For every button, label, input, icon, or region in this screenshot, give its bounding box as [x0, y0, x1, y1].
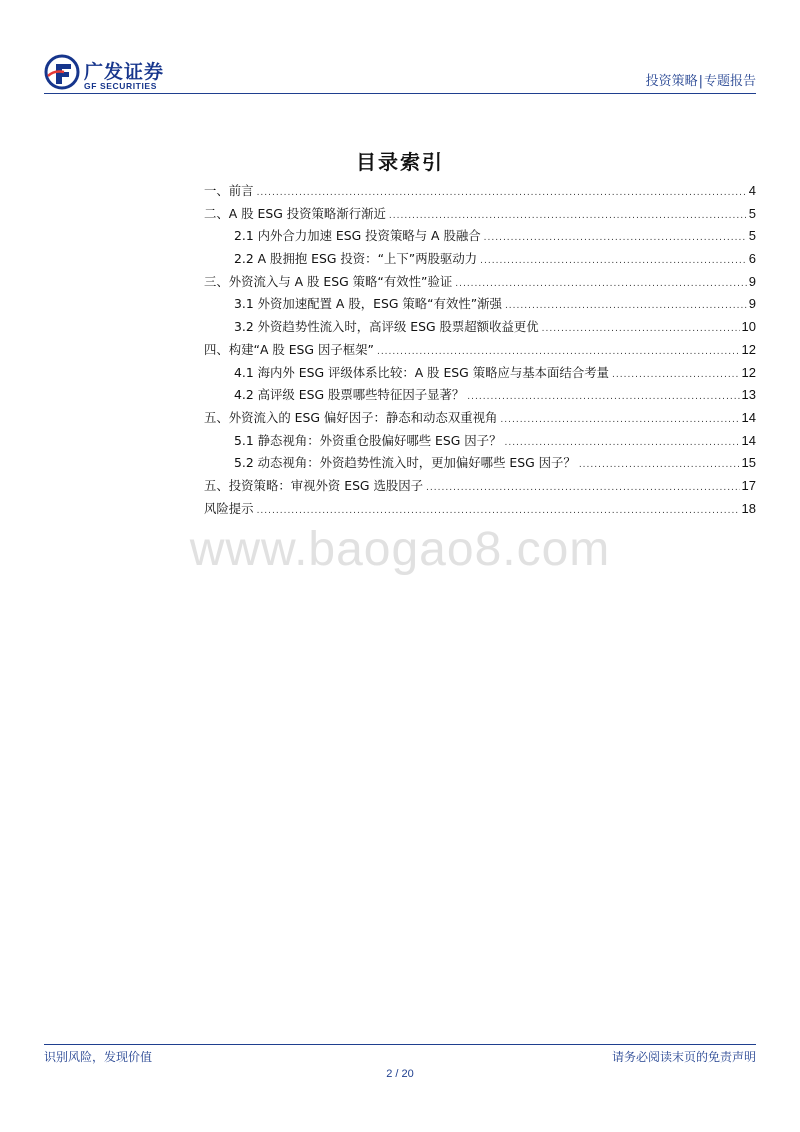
toc-leader-dots [467, 392, 739, 402]
footer-slogan: 识别风险，发现价值 [44, 1050, 153, 1064]
footer-rule [44, 1044, 756, 1045]
toc-entry-page: 12 [741, 341, 756, 357]
toc-entry-title: 4.1 海内外 ESG 评级体系比较：A 股 ESG 策略应与基本面结合考量 [234, 364, 609, 380]
toc-entry[interactable] [204, 317, 756, 340]
toc-entry-page: 12 [741, 364, 756, 380]
toc-entry[interactable] [204, 294, 756, 317]
toc-entry-page: 14 [741, 432, 756, 448]
company-logo [44, 54, 194, 92]
toc-entry-title: 5.2 动态视角：外资趋势性流入时，更加偏好哪些 ESG 因子？ [234, 455, 576, 471]
toc-entry[interactable] [204, 431, 756, 454]
toc-leader-dots [500, 415, 739, 425]
toc-entry-page: 10 [741, 319, 756, 335]
toc-entry-title: 三、外资流入与 A 股 ESG 策略“有效性”验证 [204, 273, 453, 289]
toc-entry[interactable] [204, 272, 756, 295]
footer-disclaimer: 请务必阅读末页的免责声明 [611, 1050, 756, 1064]
toc-entry-page: 6 [748, 251, 756, 267]
toc-entry-page: 14 [741, 409, 756, 425]
toc-entry-page: 5 [748, 205, 756, 221]
table-of-contents [204, 181, 756, 521]
toc-entry[interactable] [204, 476, 756, 499]
toc-entry-title: 2.1 内外合力加速 ESG 投资策略与 A 股融合 [234, 228, 481, 244]
toc-leader-dots [542, 324, 740, 334]
toc-entry-page: 4 [748, 183, 756, 198]
toc-entry-page: 9 [748, 273, 756, 289]
toc-leader-dots [612, 370, 740, 380]
toc-leader-dots [504, 438, 739, 448]
toc-entry-page: 5 [748, 228, 756, 244]
toc-entry-title: 3.2 外资趋势性流入时，高评级 ESG 股票超额收益更优 [234, 319, 539, 335]
toc-entry[interactable] [204, 204, 756, 227]
toc-entry[interactable] [204, 363, 756, 386]
toc-entry-page: 17 [741, 477, 756, 493]
toc-leader-dots [389, 211, 747, 221]
toc-entry-page: 9 [748, 296, 756, 312]
toc-entry-title: 5.1 静态视角：外资重仓股偏好哪些 ESG 因子？ [234, 432, 502, 448]
toc-leader-dots [480, 256, 747, 266]
report-category [646, 70, 756, 89]
gf-logo-mark-icon [44, 54, 80, 90]
toc-leader-dots [257, 506, 740, 516]
toc-leader-dots [455, 279, 747, 289]
toc-leader-dots [426, 483, 739, 493]
toc-leader-dots [484, 233, 747, 243]
toc-leader-dots [505, 301, 747, 311]
toc-entry-title: 一、前言 [204, 183, 254, 198]
toc-entry[interactable] [204, 453, 756, 476]
toc-entry[interactable] [204, 226, 756, 249]
page-number: 2 / 20 [386, 1068, 414, 1080]
toc-entry[interactable] [204, 385, 756, 408]
report-type-label: 专题报告 [703, 74, 756, 89]
watermark: www.baogao8.com [189, 523, 611, 576]
toc-entry-page: 18 [741, 500, 756, 516]
logo-english-name: GF SECURITIES [84, 81, 157, 91]
toc-leader-dots [257, 188, 747, 198]
toc-entry-title: 4.2 高评级 ESG 股票哪些特征因子显著？ [234, 387, 465, 403]
toc-leader-dots [377, 347, 740, 357]
toc-entry-title: 五、投资策略：审视外资 ESG 选股因子 [204, 477, 424, 493]
category-label: 投资策略 [645, 74, 698, 89]
toc-entry-page: 13 [741, 387, 756, 403]
toc-entry-title: 四、构建“A 股 ESG 因子框架” [204, 341, 374, 357]
toc-entry-title: 二、A 股 ESG 投资策略渐行渐近 [204, 205, 386, 221]
category-separator: | [698, 74, 703, 89]
toc-entry[interactable] [204, 340, 756, 363]
toc-entry-title: 2.2 A 股拥抱 ESG 投资：“上下”两股驱动力 [234, 251, 478, 267]
toc-entry-title: 3.1 外资加速配置 A 股，ESG 策略“有效性”渐强 [234, 296, 502, 312]
toc-entry-page: 15 [741, 455, 756, 471]
toc-entry[interactable] [204, 249, 756, 272]
toc-entry[interactable] [204, 499, 756, 522]
toc-entry[interactable] [204, 408, 756, 431]
toc-entry[interactable] [204, 181, 756, 204]
toc-leader-dots [579, 460, 740, 470]
logo-chinese-name: 广发证券 [84, 61, 165, 83]
toc-title: 目录索引 [356, 150, 444, 174]
toc-entry-title: 风险提示 [204, 500, 254, 516]
toc-entry-title: 五、外资流入的 ESG 偏好因子：静态和动态双重视角 [204, 409, 498, 425]
header-rule [44, 93, 756, 94]
